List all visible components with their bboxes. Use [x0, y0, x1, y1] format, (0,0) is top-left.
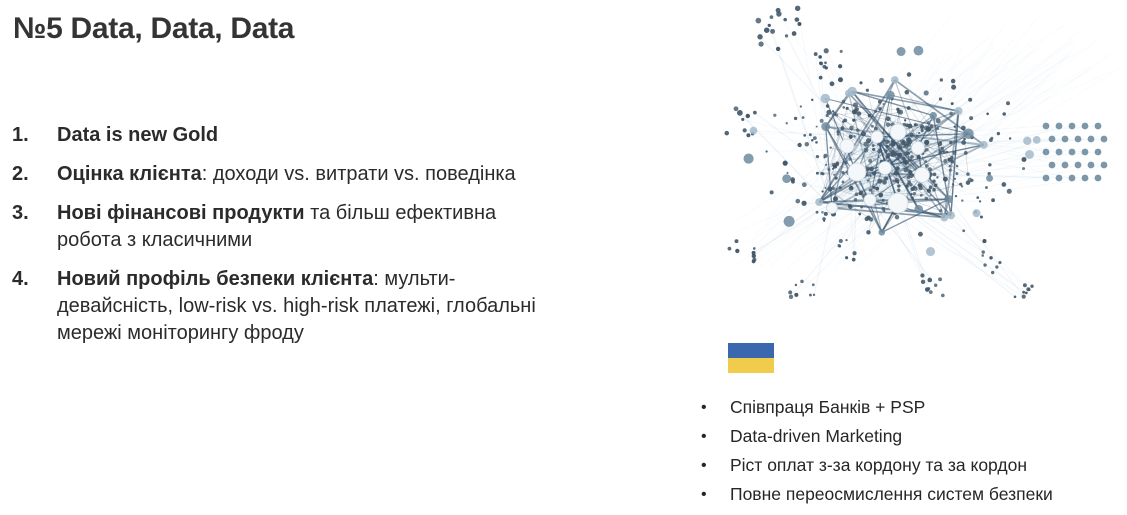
list-item-bold-text: Новий профіль безпеки клієнта [57, 268, 374, 290]
bullet-item-1 [700, 393, 1125, 422]
bullet-text: Data-driven Marketing [730, 426, 903, 446]
numbered-list [12, 122, 540, 359]
bullet-text: Співпраця Банків + PSP [730, 397, 926, 417]
list-item-4 [12, 266, 540, 347]
list-item-3 [12, 200, 540, 254]
list-item-number: 3. [12, 202, 29, 224]
bullet-item-3 [700, 451, 1125, 480]
list-item-regular-text: та більш ефективна робота з класичними [57, 202, 497, 251]
slide-title: №5 Data, Data, Data [13, 12, 295, 45]
bullet-item-4 [700, 480, 1125, 509]
list-item-bold-text: Data is new Gold [57, 124, 219, 146]
list-item-regular-text: : мульти-девайсність, low-risk vs. high-risk платежі, глобальні мережі моніторингу фроду [57, 268, 536, 344]
flag-blue-stripe [728, 343, 774, 358]
list-item-number: 2. [12, 163, 29, 185]
bullet-item-2 [700, 422, 1125, 451]
bullet-text: Повне переосмислення систем безпеки [730, 484, 1053, 504]
list-item-bold-text: Нові фінансові продукти [57, 202, 305, 224]
bullet-marker: • [701, 486, 707, 503]
network-graph-image [680, 0, 1127, 320]
list-item-regular-text: : доходи vs. витрати vs. поведінка [201, 163, 516, 185]
network-graph-svg [680, 0, 1127, 320]
list-item-2 [12, 161, 540, 188]
bullet-list [700, 393, 1125, 509]
list-item-number: 4. [12, 268, 29, 290]
ukraine-flag-icon [728, 343, 774, 373]
bullet-marker: • [701, 428, 707, 445]
bullet-marker: • [701, 457, 707, 474]
bullet-marker: • [701, 399, 707, 416]
list-item-number: 1. [12, 124, 29, 146]
bullet-text: Ріст оплат з-за кордону та за кордон [730, 455, 1027, 475]
list-item-bold-text: Оцінка клієнта [57, 163, 202, 185]
flag-yellow-stripe [728, 358, 774, 373]
list-item-1 [12, 122, 540, 149]
